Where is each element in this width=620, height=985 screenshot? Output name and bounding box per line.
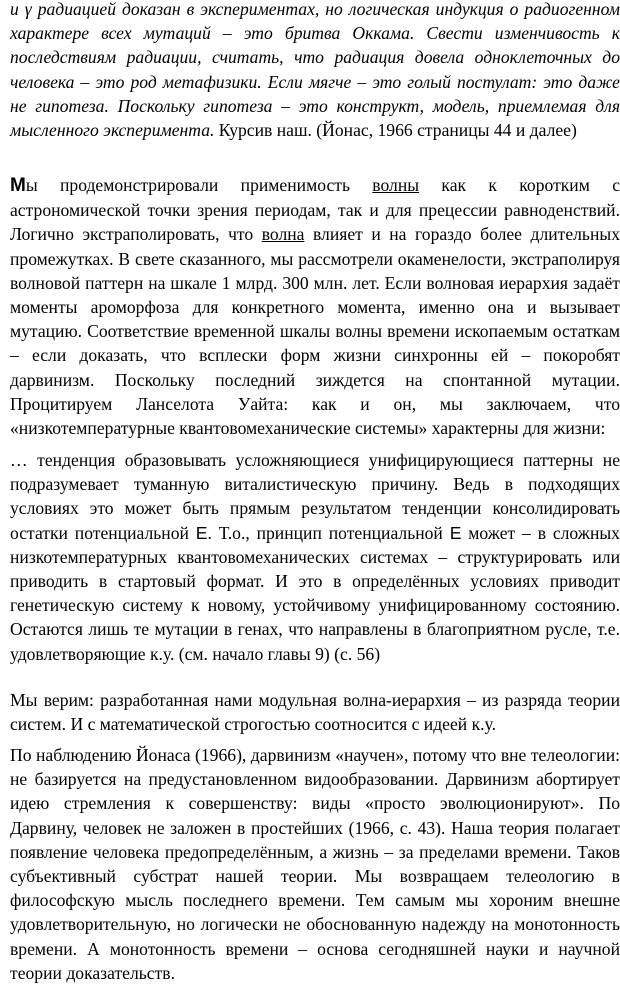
paragraph-text: ы продемонстрировали применимость xyxy=(25,175,373,195)
paragraph-text: По наблюдению Йонаса (1966), дарвинизм «научен», потому что вне телеологии: не базируется на предустановленном видообразовании. Дарвинизм абортирует идею стремления к совершенству: виды «просто эволюционируют». По Дарвину, человек не заложен в простейших (1966, с. 43). Наша теория полагает появление человека предопределённым, а жизнь – за пределами времени. Таков субъективный субстрат нашей теории. Мы возвращаем телеологию в философскую мысль последнего времени. Тем самым мы хороним внешне удовлетворительную, но логически не обоснованную надежду на монотонность времени. А монотонность времени – основа сегодняшней науки и научной теории доказательств. xyxy=(10,745,620,983)
paragraph-systems-theory xyxy=(10,688,620,736)
drop-cap: М xyxy=(10,175,26,196)
paragraph-wave-application xyxy=(10,173,620,440)
paragraph-text: может – в сложных низкотемпературных квантовомеханических системах – структурировать или приводить в стартовый формат. И это в определённых условиях приводит генетическую систему к новому, устойчивому унифицированному состоянию. Остаются лишь те мутации в генах, что направлены в благоприятном русле, т.е. удовлетворяющие к.у. (см. начало главы 9) (с. 56) xyxy=(10,522,620,664)
underlined-word: волны xyxy=(372,175,420,195)
quote-text: и γ радиацией доказан в экспериментах, но логическая индукция о радиогенном характере всех мутаций – это бритва Оккама. Свести изменчивость к последствиям радиации, считать, что радиация довела одноклеточных до человека – это род метафизики. Если мягче – это голый постулат: это даже не гипотеза. Поскольку гипотеза – это конструкт, модель, приемлемая для мысленного эксперимента. xyxy=(10,0,620,141)
paragraph-text: как к коротким с астрономической точки зрения периодам, так и для прецессии равноденствий. Логично экстраполировать, что xyxy=(10,175,620,245)
paragraph-quote-jonas xyxy=(10,0,620,142)
paragraph-text: Мы верим: разработанная нами модульная волна-иерархия – из разряда теории систем. И с математической строгостью соотносится с идеей к.у. xyxy=(10,690,620,735)
paragraph-text: влияет и на гораздо более длительных промежутках. В свете сказанного, мы рассмотрели окаменелости, экстраполируя волновой паттерн на шкале 1 млрд. 300 млн. лет. Если волновая иерархия задаёт моменты ароморфоза для конкретного момента, именно она и вызывает мутацию. Соответствие временной шкалы волны времени ископаемым остаткам – если доказать, что всплески форм жизни синхронны ей – покоробят дарвинизм. Поскольку последний зиждется на спонтанной мутации. Процитируем Ланселота Уайта: как и он, мы заключаем, что «низкотемпературные квантовомеханические системы» характерны для жизни: xyxy=(10,224,620,439)
paragraph-quote-whyte xyxy=(10,448,620,666)
quote-attribution: Курсив наш. (Йонас, 1966 страницы 44 и далее) xyxy=(214,120,577,141)
paragraph-teleology xyxy=(10,743,620,985)
paragraph-text: . Т.о., принцип потенциальной xyxy=(207,522,450,543)
paragraph-text: … тенденция образовывать усложняющиеся унифицирующиеся паттерны не подразумевает туманную виталистическую причину. Ведь в подходящих условиях это может быть прямым результатом тенденции консолидировать остатки потенциальной xyxy=(10,450,620,543)
underlined-word: волна xyxy=(261,224,305,245)
energy-symbol: E xyxy=(195,522,208,543)
energy-symbol: E xyxy=(449,522,462,543)
